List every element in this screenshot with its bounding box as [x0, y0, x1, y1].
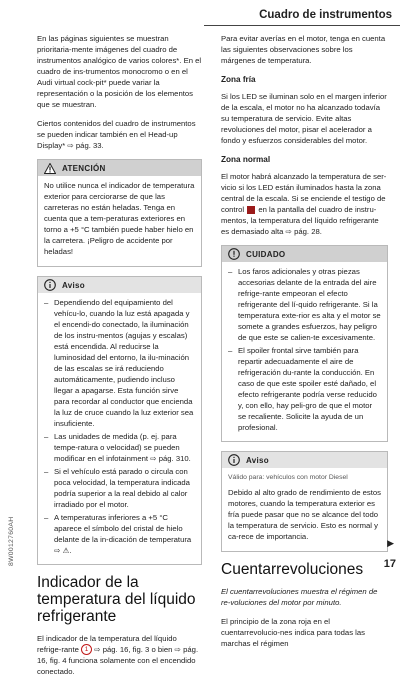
coolant-text-a: El indicador de la temperatura del líquido refrige-rante: [37, 634, 177, 654]
normal-zone-heading: Zona normal: [221, 155, 271, 164]
aviso-item: – A temperaturas inferiores a +5 °C aparece el símbolo del cristal de hielo delante de la in-dicación de temperatura ⇨ ⚠.: [44, 512, 195, 556]
cuidado-list: [228, 266, 381, 433]
callout-1-icon: 1: [81, 644, 92, 655]
aviso-item: – Dependiendo del equipamiento del vehícu-lo, cuando la luz está apagada y el encendi-do conectado, la iluminación de los instru-mentos (agujas y escalas) está encendida. Al reducirse la luminosidad del entorno, la ilu-minación de las escalas se irá reduciendo automáticamente, pudiendo incluso llegar a apagarse. Esta función sirve para recordar al conductor que encienda la luz de cruce cuando la luz exterior sea insuficiente.: [44, 297, 195, 429]
warning-body: [38, 176, 201, 266]
aviso-item: – Las unidades de medida (p. ej. para tempe-ratura o velocidad) se pueden modificar en el infotainment ⇨ pág. 310.: [44, 431, 195, 464]
normal-zone-paragraph: [221, 171, 388, 237]
header-rule: [204, 25, 400, 26]
diesel-aviso-header: [222, 452, 387, 468]
document-code: 8W0012760AH: [8, 516, 15, 566]
diesel-aviso-body: [222, 483, 387, 551]
diesel-note: Válido para: vehículos con motor Diesel: [228, 474, 348, 481]
aviso-list: [44, 297, 195, 556]
temp-intro-paragraph: Para evitar averías en el motor, tenga en cuenta las siguientes observaciones sobre los márgenes de temperatura.: [221, 34, 386, 65]
aviso-item: – Si el vehículo está parado o circula con poca velocidad, la temperatura indicada podría superior a la real debido al calor irradiado por el motor.: [44, 466, 195, 510]
coolant-paragraph: [37, 633, 202, 677]
cold-zone-heading: Zona fría: [221, 75, 256, 84]
info-circle-icon: [228, 248, 240, 260]
coolant-heading: Indicador de la temperatura del líquido refrigerante: [37, 574, 196, 625]
right-column: [221, 33, 388, 657]
diesel-aviso-title: Aviso: [246, 455, 269, 465]
tachometer-intro: El cuentarrevoluciones muestra el régimen de re-voluciones del motor por minuto.: [221, 587, 378, 607]
cuidado-box: [221, 245, 388, 442]
warning-text: No utilice nunca el indicador de temperatura exterior para cerciorarse de que las carreteras no están heladas. Tenga en cuenta que a tem-peraturas exteriores en torno a +5 °C también puede haber hielo en la carretera. ¡Peligro de accidente por heladas!: [44, 181, 195, 256]
warning-title: ATENCIÓN: [62, 163, 106, 173]
diesel-aviso-box: [221, 451, 388, 552]
warning-box: [37, 159, 202, 267]
cuidado-body: [222, 262, 387, 441]
info-circle-icon: [44, 279, 56, 291]
cold-zone-paragraph: Si los LED se iluminan solo en el margen inferior de la escala, el motor no ha alcanzado todavía su temperatura de servicio. Evite altas revoluciones del motor, pisar el acelerador a fondo y esfuerzos considerables del motor.: [221, 92, 387, 145]
aviso-title: Aviso: [62, 280, 85, 290]
aviso-body: [38, 293, 201, 564]
header-title: Cuadro de instrumentos: [259, 9, 392, 21]
cuidado-title: CUIDADO: [246, 249, 286, 259]
cuidado-item: – El spoiler frontal sirve también para repartir adecuadamente el aire de refrigeración du-rante la conducción. En caso de que este spoiler esté dañado, el efecto refrigerante podría verse reducido y, con ello, hay peli-gro de que el motor se recaliente. Solicite la ayuda de un profesional.: [228, 345, 381, 433]
aviso-header: [38, 277, 201, 293]
page-header: [0, 0, 416, 26]
tachometer-paragraph: El principio de la zona roja en el cuentarrevolucio-nes indica para todas las marchas el régimen: [221, 617, 366, 648]
continue-arrow-icon: ▶: [387, 538, 394, 548]
intro-paragraph: En las páginas siguientes se muestran prioritaria-mente imágenes del cuadro de instrumentos analógico de varios colores*. En el cuadro de ins-trumentos monocromo o en el Audi virtual cock-pit* puede variar la representación o la posición de los elementos que se muestran.: [37, 34, 202, 109]
diesel-aviso-text: Debido al alto grado de rendimiento de estos motores, cuando la temperatura exterior es fría puede pasar que no se alcance del todo la temperatura de servicio. Esto es normal y ca-rece de importancia.: [228, 488, 381, 541]
aviso-box: [37, 276, 202, 565]
cuidado-item: – Los faros adicionales y otras piezas accesorias delante de la entrada del aire refrige-rante empeoran el efecto refrigerante del lí-quido refrigerante. Si la temperatura exte-rior es alta y el motor se somete a grandes esfuerzos, hay peligro de que este se calien-te excesivamente.: [228, 266, 381, 343]
cuidado-header: [222, 246, 387, 262]
page-number: 17: [383, 558, 396, 570]
tachometer-heading: Cuentarrevoluciones: [221, 561, 364, 578]
warning-triangle-icon: [44, 163, 56, 174]
coolant-warning-icon: [247, 206, 255, 214]
headup-paragraph: Ciertos contenidos del cuadro de instrumentos se pueden indicar también en el Head-up Display* ⇨ pág. 33.: [37, 119, 196, 150]
normal-zone-text-a: El motor habrá alcanzado la temperatura de ser-vicio si los LED están iluminados hasta la zona central de la escala. Si se enciende el testigo de control: [221, 172, 387, 214]
warning-header: [38, 160, 201, 176]
left-column: [37, 33, 202, 685]
coolant-text-b: ⇨ pág. 16, fig. 3 o bien ⇨ pág. 16, fig. 4 funciona solamente con el encendido conectado.: [37, 645, 199, 677]
info-circle-icon: [228, 454, 240, 466]
normal-zone-text-b: en la pantalla del cuadro de instru-mentos, la temperatura del líquido refrigerante es demasiado alta ⇨ pág. 28.: [221, 205, 379, 236]
